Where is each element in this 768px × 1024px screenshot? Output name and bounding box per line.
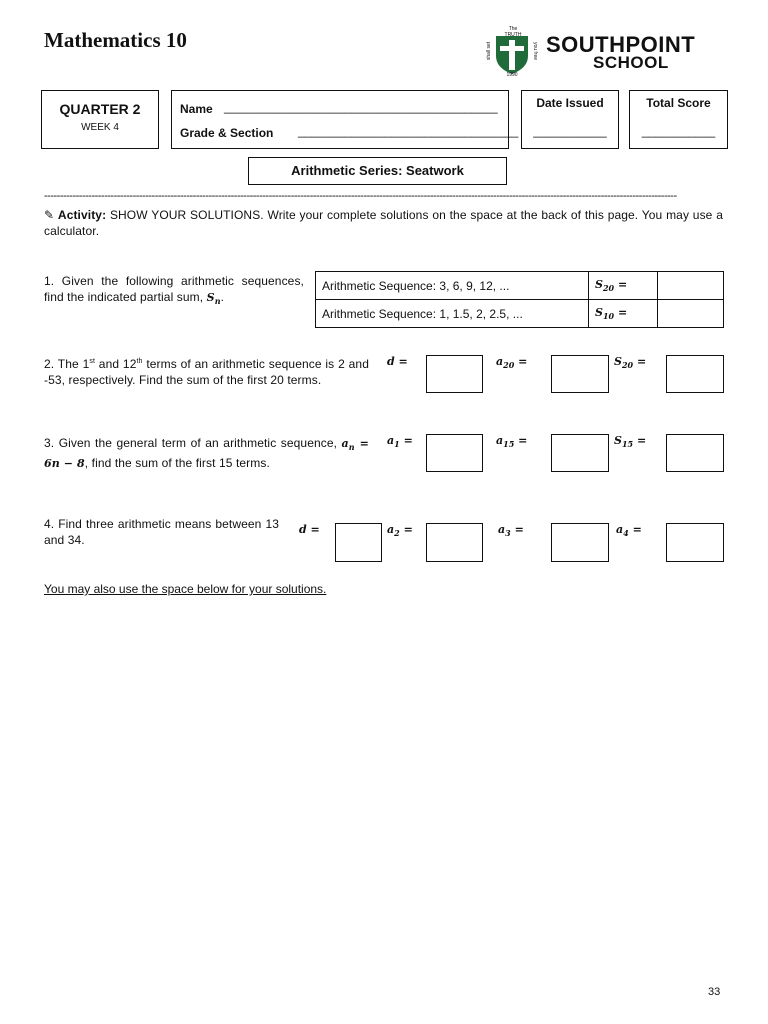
q4-a4-answer-box[interactable] [666, 523, 724, 562]
page-title: Mathematics 10 [44, 28, 187, 52]
page-number: 33 [708, 986, 721, 998]
total-score-label: Total Score [646, 96, 711, 110]
worksheet-title: Arithmetic Series: Seatwork [291, 163, 464, 178]
q4-a2-answer-box[interactable] [426, 523, 483, 562]
date-issued-box [521, 90, 619, 149]
quarter-box [41, 90, 159, 149]
q2-s20-label: $S_{20}$ = [614, 355, 647, 371]
answer-cell[interactable] [658, 300, 724, 328]
q4-d-label: d = [299, 523, 320, 536]
crest-motto-top: The TRUTH [504, 26, 522, 38]
grade-section-field[interactable]: _________________________________ [298, 124, 519, 138]
date-issued-label: Date Issued [536, 96, 604, 110]
table-row [316, 272, 724, 300]
total-score-field[interactable]: ___________ [641, 124, 716, 138]
q3-a15-label: $a_{15}$ = [496, 434, 528, 450]
q2-s20-answer-box[interactable] [666, 355, 724, 393]
q4-a4-label: $a_4$ = [616, 523, 642, 539]
q2-d-answer-box[interactable] [426, 355, 483, 393]
week-label: WEEK 4 [81, 122, 119, 133]
sum-label-cell: $S_{10}$ = [589, 300, 658, 328]
q3-a1-answer-box[interactable] [426, 434, 483, 472]
activity-text: SHOW YOUR SOLUTIONS. Write your complete solutions on the space at the back of this page. You may use a calculator. [44, 208, 723, 238]
sum-label-cell: $S_{20}$ = [589, 272, 658, 300]
q2-d-label: d = [387, 355, 408, 368]
total-score-box [629, 90, 728, 149]
date-issued-field[interactable]: ___________ [533, 124, 607, 138]
q2-a20-label: $a_{20}$ = [496, 355, 528, 371]
activity-instructions [44, 207, 723, 239]
dashed-divider: -------------------------------------------------------------------------------------------------------------------------------------------------------------------------------------------------------- [44, 190, 677, 202]
school-logo [486, 26, 736, 78]
q3-a15-answer-box[interactable] [551, 434, 609, 472]
question-1-table [315, 271, 724, 328]
name-label: Name [180, 102, 213, 116]
table-row [316, 300, 724, 328]
school-name-line2: SCHOOL [593, 53, 669, 72]
q2-a20-answer-box[interactable] [551, 355, 609, 393]
question-3-text: 3. Given the general term of an arithmetic sequence, $a_n = 6n - 8$, find the sum of the first 15 terms. [44, 436, 369, 471]
q4-d-answer-box[interactable] [335, 523, 382, 562]
answer-cell[interactable] [658, 272, 724, 300]
sequence-cell: Arithmetic Sequence: 1, 1.5, 2, 2.5, ... [316, 300, 589, 328]
name-field[interactable]: _________________________________________ [224, 100, 498, 114]
sequence-cell: Arithmetic Sequence: 3, 6, 9, 12, ... [316, 272, 589, 300]
q3-s15-label: $S_{15}$ = [614, 434, 647, 450]
crest-motto-right: you free [532, 41, 538, 61]
quarter-label: QUARTER 2 [59, 101, 141, 117]
q4-a3-answer-box[interactable] [551, 523, 609, 562]
student-info-box [171, 90, 519, 149]
crest-year: 1990 [506, 72, 518, 78]
q3-s15-answer-box[interactable] [666, 434, 724, 472]
school-name-line1: SOUTHPOINT [546, 32, 696, 57]
crest-motto-left: shall set [486, 41, 492, 61]
q4-a3-label: $a_3$ = [498, 523, 524, 539]
question-2-text: 2. The 1st and 12th terms of an arithmetic sequence is 2 and -53, respectively. Find the sum of the first 20 terms. [44, 357, 369, 387]
grade-section-label: Grade & Section [180, 126, 274, 140]
q3-a1-label: $a_1$ = [387, 434, 413, 450]
q4-a2-label: $a_2$ = [387, 523, 413, 539]
question-1-text: 1. Given the following arithmetic sequences, find the indicated partial sum, $S_n$. [44, 274, 304, 307]
pencil-icon: ✎ [44, 208, 55, 222]
worksheet-title-box [248, 157, 507, 185]
question-4-text: 4. Find three arithmetic means between 13 and 34. [44, 517, 279, 547]
activity-label: Activity: [57, 208, 107, 222]
solutions-space-note: You may also use the space below for your solutions. [44, 582, 327, 596]
